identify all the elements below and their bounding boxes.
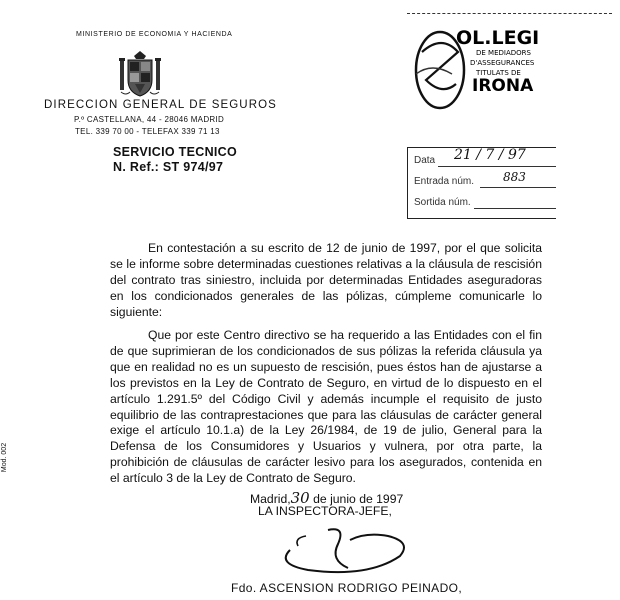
signature-icon xyxy=(268,520,418,578)
phone-fax-line: TEL. 339 70 00 - TELEFAX 339 71 13 xyxy=(75,127,220,136)
stamp-border xyxy=(407,13,612,15)
entry-value: 883 xyxy=(503,170,526,184)
svg-text:DE MEDIADORS: DE MEDIADORS xyxy=(476,49,531,57)
form-code xyxy=(2,440,16,480)
registry-stamp xyxy=(407,147,556,219)
date-rest: de junio de 1997 xyxy=(313,492,404,506)
entry-label: Entrada núm. xyxy=(414,176,475,187)
college-logo-icon xyxy=(412,22,612,114)
svg-text:TITULATS DE: TITULATS DE xyxy=(476,69,521,77)
address-line: P.º CASTELLANA, 44 - 28046 MADRID xyxy=(74,115,225,124)
department-name: DIRECCION GENERAL DE SEGUROS xyxy=(44,99,277,111)
service-title: SERVICIO TECNICO xyxy=(113,145,238,159)
body-paragraph-1: En contestación a su escrito de 12 de junio de 1997, por el que solicita se le informe sobre determinadas cuestiones relativas a la cláusula de rescisión del contrato tras siniestro, incluida por determinadas Entidades aseguradoras en los condicionados generales de las pólizas, cúmpleme comunicarle lo siguiente: xyxy=(110,241,542,319)
date-label: Data xyxy=(414,155,436,166)
svg-text:OL.LEGI: OL.LEGI xyxy=(456,27,540,49)
exit-label: Sortida núm. xyxy=(414,197,471,208)
svg-text:D'ASSEGURANCES: D'ASSEGURANCES xyxy=(470,59,535,67)
ministry-name: MINISTERIO DE ECONOMIA Y HACIENDA xyxy=(76,31,233,38)
signer-role: LA INSPECTORA-JEFE, xyxy=(258,504,392,518)
signer-name: Fdo. ASCENSION RODRIGO PEINADO, xyxy=(231,581,463,595)
svg-text:IRONA: IRONA xyxy=(472,76,534,96)
date-value: 21 / 7 / 97 xyxy=(454,147,526,163)
form-code-label: Mod. 002 xyxy=(1,442,9,473)
place-name: Madrid, xyxy=(250,492,291,506)
coat-of-arms-icon xyxy=(118,50,162,98)
body-paragraph-2: Que por este Centro directivo se ha requerido a las Entidades con el fin de que suprimieran de los condicionados de sus pólizas la referida cláusula ya que en realidad no es un supuesto de rescisión, pues éstos han de ajustarse a los previstos en la Ley de Contrato de Seguro, en virtud de lo dispuesto en el artículo 1.291.5º del Código Civil y además incumple el requisito de justo equilibrio de las contraprestaciones que para las cláusulas de carácter general exige el artículo 10.1.a) de la Ley 26/1984, de 19 de julio, General para la Defensa de los Consumidores y Usuarios y vulnera, por otra parte, la prohibición de cláusulas de carácter lesivo para los asegurados, contenida en el artículo 3 de la Ley de Contrato de Seguro. xyxy=(110,328,542,486)
reference-number: N. Ref.: ST 974/97 xyxy=(113,160,224,174)
handwritten-day: 30 xyxy=(290,489,310,507)
